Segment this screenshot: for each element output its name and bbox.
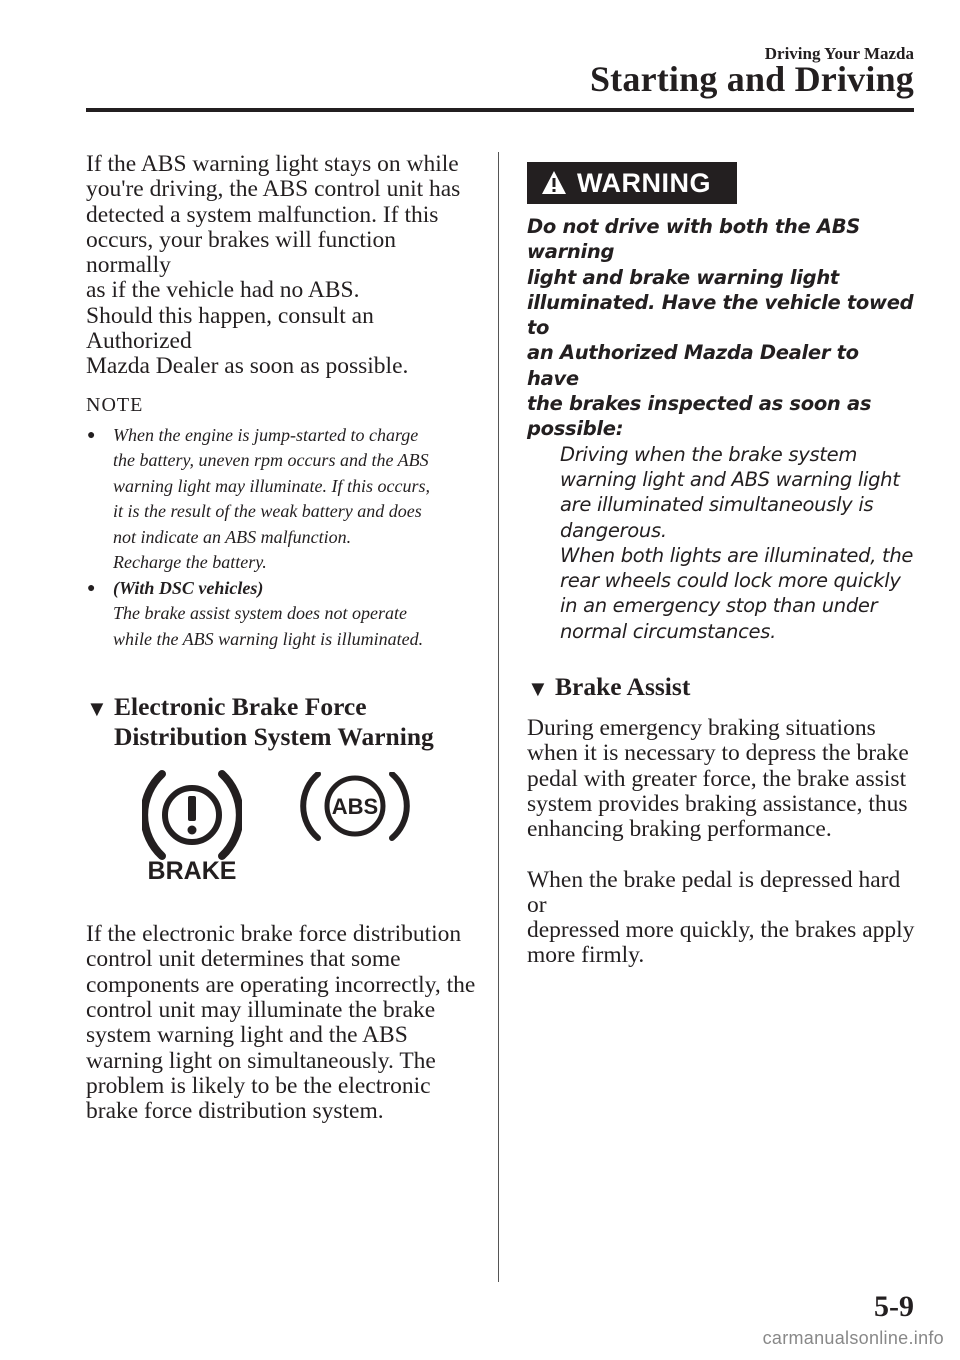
text-line: warning light may illuminate. If this occurs, [113,475,430,496]
text-line: occurs, your brakes will function normally [86,226,396,279]
text-line: When the engine is jump-started to charge [113,424,419,445]
text-line: warning light and ABS warning light [560,467,900,491]
warning-triangle-icon [541,170,567,196]
warning-statement [527,214,917,442]
chapter-title: Starting and Driving [589,59,914,99]
brake-warning-icon [142,770,242,880]
text-line: the brakes inspected as soon as [527,392,872,416]
text-line: light and brake warning light [527,265,839,289]
triangle-marker-icon: ▼ [527,676,549,702]
text-line: problem is likely to be the electronic [86,1072,431,1099]
abs-malfunction-paragraph [86,152,481,380]
text-line: If the electronic brake force distribution [86,921,462,948]
text-line: control unit determines that some [86,946,401,973]
text-line: Mazda Dealer as soon as possible. [86,353,409,380]
text-line: Do not drive with both the ABS warning [527,215,861,264]
note-list [86,423,481,653]
heading-line: Electronic Brake Force [114,692,367,722]
note-item-dsc [86,576,481,653]
heading-line: Distribution System Warning [114,722,434,752]
text-line: depressed more quickly, the brakes apply [527,917,915,944]
brake-assist-heading [527,672,917,702]
text-line: an Authorized Mazda Dealer to have [527,341,859,390]
text-line: system provides braking assistance, thus [527,790,908,817]
note-title: NOTE [86,393,144,416]
heading-line: Brake Assist [555,672,691,702]
column-divider [498,152,499,1282]
text-line: illuminated. Have the vehicle towed to [527,290,914,340]
bullet-icon: ● [87,580,96,596]
left-column [86,152,481,1125]
text-line: as if the vehicle had no ABS. [86,277,360,304]
text-line: The brake assist system does not operate [113,603,407,624]
text-line: possible: [527,417,624,441]
text-line: it is the result of the weak battery and does [113,501,422,522]
text-line: Recharge the battery. [113,552,267,573]
text-line: pedal with greater force, the brake assist [527,765,907,792]
text-line: not indicate an ABS malfunction. [113,526,352,547]
text-line: brake force distribution system. [86,1098,384,1125]
text-line: dangerous. [560,518,667,542]
right-column [527,152,917,969]
warning-label: WARNING [577,167,711,198]
text-line: detected a system malfunction. If this [86,201,439,228]
text-line: components are operating incorrectly, the [86,971,476,998]
page-number: 5-9 [874,1290,914,1323]
text-line: are illuminated simultaneously is [560,493,874,517]
text-line: normal circumstances. [560,619,776,643]
ebd-paragraph [86,922,481,1124]
text-line: you're driving, the ABS control unit has [86,176,461,203]
note-item-jump-start [86,423,481,576]
abs-warning-icon [300,772,410,842]
header-rule [86,108,914,112]
warning-badge [527,162,737,204]
text-line: control unit may illuminate the brake [86,997,436,1024]
warning-lights-illustration [86,752,481,902]
text-line: enhancing braking performance. [527,816,832,843]
bullet-icon: ● [87,427,96,443]
brake-assist-paragraph-2 [527,868,917,969]
text-line: warning light on simultaneously. The [86,1047,436,1074]
text-line: During emergency braking situations [527,715,876,742]
text-line: When both lights are illuminated, the [560,543,914,567]
watermark: carmanualsonline.info [762,1328,944,1348]
text-line: Driving when the brake system [560,442,858,466]
abs-label: ABS [331,794,379,820]
text-line: If the ABS warning light stays on while [86,151,459,177]
text-line: system warning light and the ABS [86,1022,408,1049]
note-item-dsc-title: (With DSC vehicles) [113,577,264,598]
text-line: while the ABS warning light is illuminated. [113,628,424,649]
warning-explanation [560,442,917,644]
text-line: the battery, uneven rpm occurs and the ABS [113,450,429,471]
triangle-marker-icon: ▼ [86,696,108,722]
header-section-title: Driving Your Mazda [764,44,914,63]
text-line: When the brake pedal is depressed hard or [527,866,901,918]
brake-label: BRAKE [147,857,237,881]
text-line: more firmly. [527,942,645,969]
brake-assist-paragraph-1 [527,716,917,842]
text-line: Should this happen, consult an Authorized [86,302,374,355]
text-line: rear wheels could lock more quickly [560,569,901,593]
text-line: in an emergency stop than under [560,594,878,618]
ebd-warning-heading [86,692,481,752]
text-line: when it is necessary to depress the brake [527,740,909,767]
